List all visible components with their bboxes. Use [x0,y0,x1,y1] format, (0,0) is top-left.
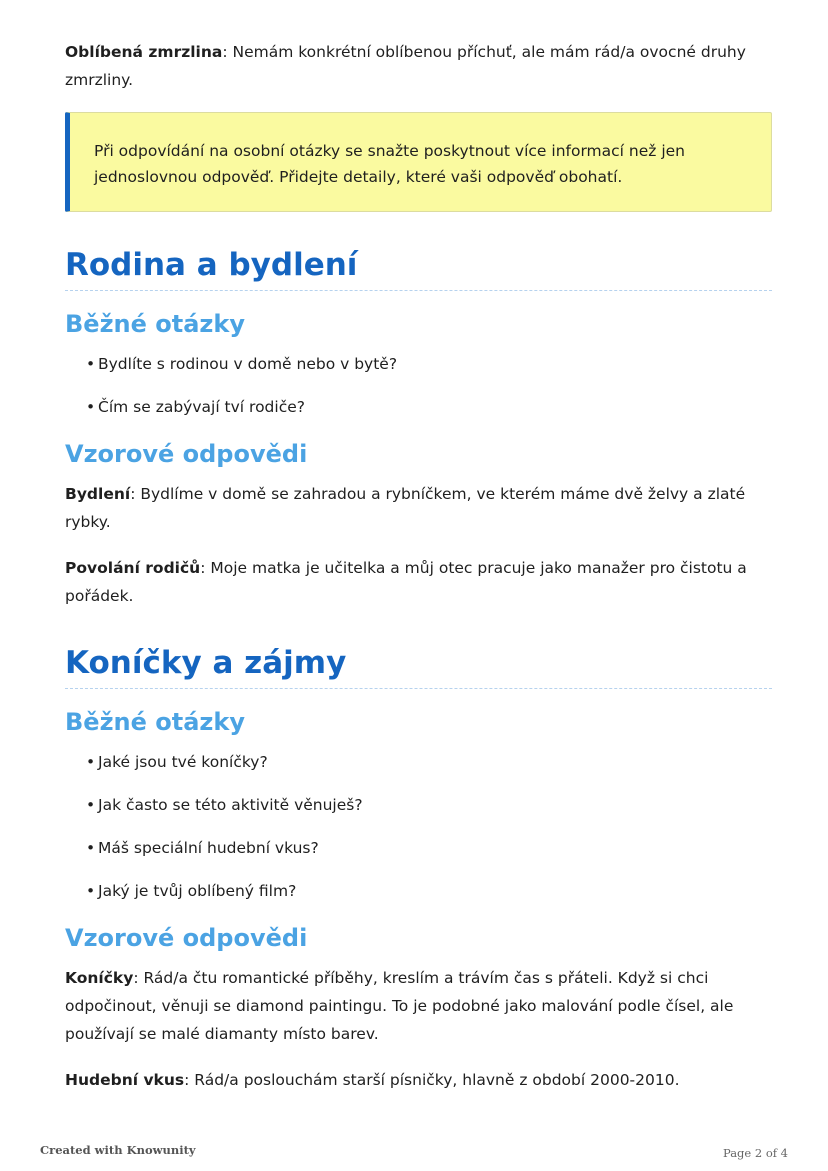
answer-text: : Moje matka je učitelka a můj otec pracuje jako manažer pro čistotu a pořádek. [65,559,747,605]
section-heading-hobbies: Koníčky a zájmy [65,644,772,689]
answer-label: Bydlení [65,485,131,503]
list-item [86,748,772,776]
answer-paragraph [65,1066,772,1094]
answer-paragraph [65,554,772,610]
list-item-text: Jak často se této aktivitě věnuješ? [98,796,363,814]
list-item-text: Máš speciální hudební vkus? [98,839,319,857]
bullet-icon: • [86,882,96,900]
bullet-icon: • [86,796,96,814]
footer-page-number: Page 2 of 4 [722,1146,788,1160]
answer-text: : Bydlíme v domě se zahradou a rybníčkem, ve kterém máme dvě želvy a zlaté rybky. [65,485,746,531]
bullet-icon: • [86,355,96,373]
list-item-text: Bydlíte s rodinou v domě nebo v bytě? [98,355,398,373]
favorite-ice-cream-label: Oblíbená zmrzlina [65,43,223,61]
tip-callout [65,112,772,212]
answer-text: : Rád/a čtu romantické příběhy, kreslím a trávím čas s přáteli. Když si chci odpočinout, věnuji se diamond paintingu. To je podobné jako malování podle čísel, ale používají se malé diamanty místo barev. [65,969,734,1043]
answer-text: : Rád/a poslouchám starší písničky, hlavně z období 2000-2010. [184,1071,680,1089]
hobbies-answers-heading: Vzorové odpovědi [65,924,308,952]
family-questions-heading: Běžné otázky [65,310,245,338]
favorite-ice-cream-paragraph [65,38,772,94]
hobbies-questions-heading: Běžné otázky [65,708,245,736]
family-questions-list [65,350,772,421]
list-item [86,791,772,819]
list-item [86,350,772,378]
list-item-text: Jaký je tvůj oblíbený film? [98,882,297,900]
answer-paragraph [65,480,772,536]
list-item [86,834,772,862]
list-item-text: Jaké jsou tvé koníčky? [98,753,268,771]
tip-callout-text: Při odpovídání na osobní otázky se snažte poskytnout více informací než jen jednoslovnou odpověď. Přidejte detaily, které vaši odpověď obohatí. [94,142,685,186]
answer-label: Povolání rodičů [65,559,201,577]
bullet-icon: • [86,839,96,857]
hobbies-questions-list [65,748,772,905]
footer-created-with: Created with Knowunity [40,1143,196,1157]
bullet-icon: • [86,753,96,771]
section-heading-family: Rodina a bydlení [65,246,772,291]
list-item [86,877,772,905]
favorite-ice-cream-text: : Nemám konkrétní oblíbenou příchuť, ale mám rád/a ovocné druhy zmrzliny. [65,43,746,89]
answer-paragraph [65,964,772,1048]
list-item [86,393,772,421]
answer-label: Hudební vkus [65,1071,185,1089]
document-page [65,38,772,1094]
bullet-icon: • [86,398,96,416]
family-answers-heading: Vzorové odpovědi [65,440,308,468]
answer-label: Koníčky [65,969,134,987]
list-item-text: Čím se zabývají tví rodiče? [98,398,305,416]
